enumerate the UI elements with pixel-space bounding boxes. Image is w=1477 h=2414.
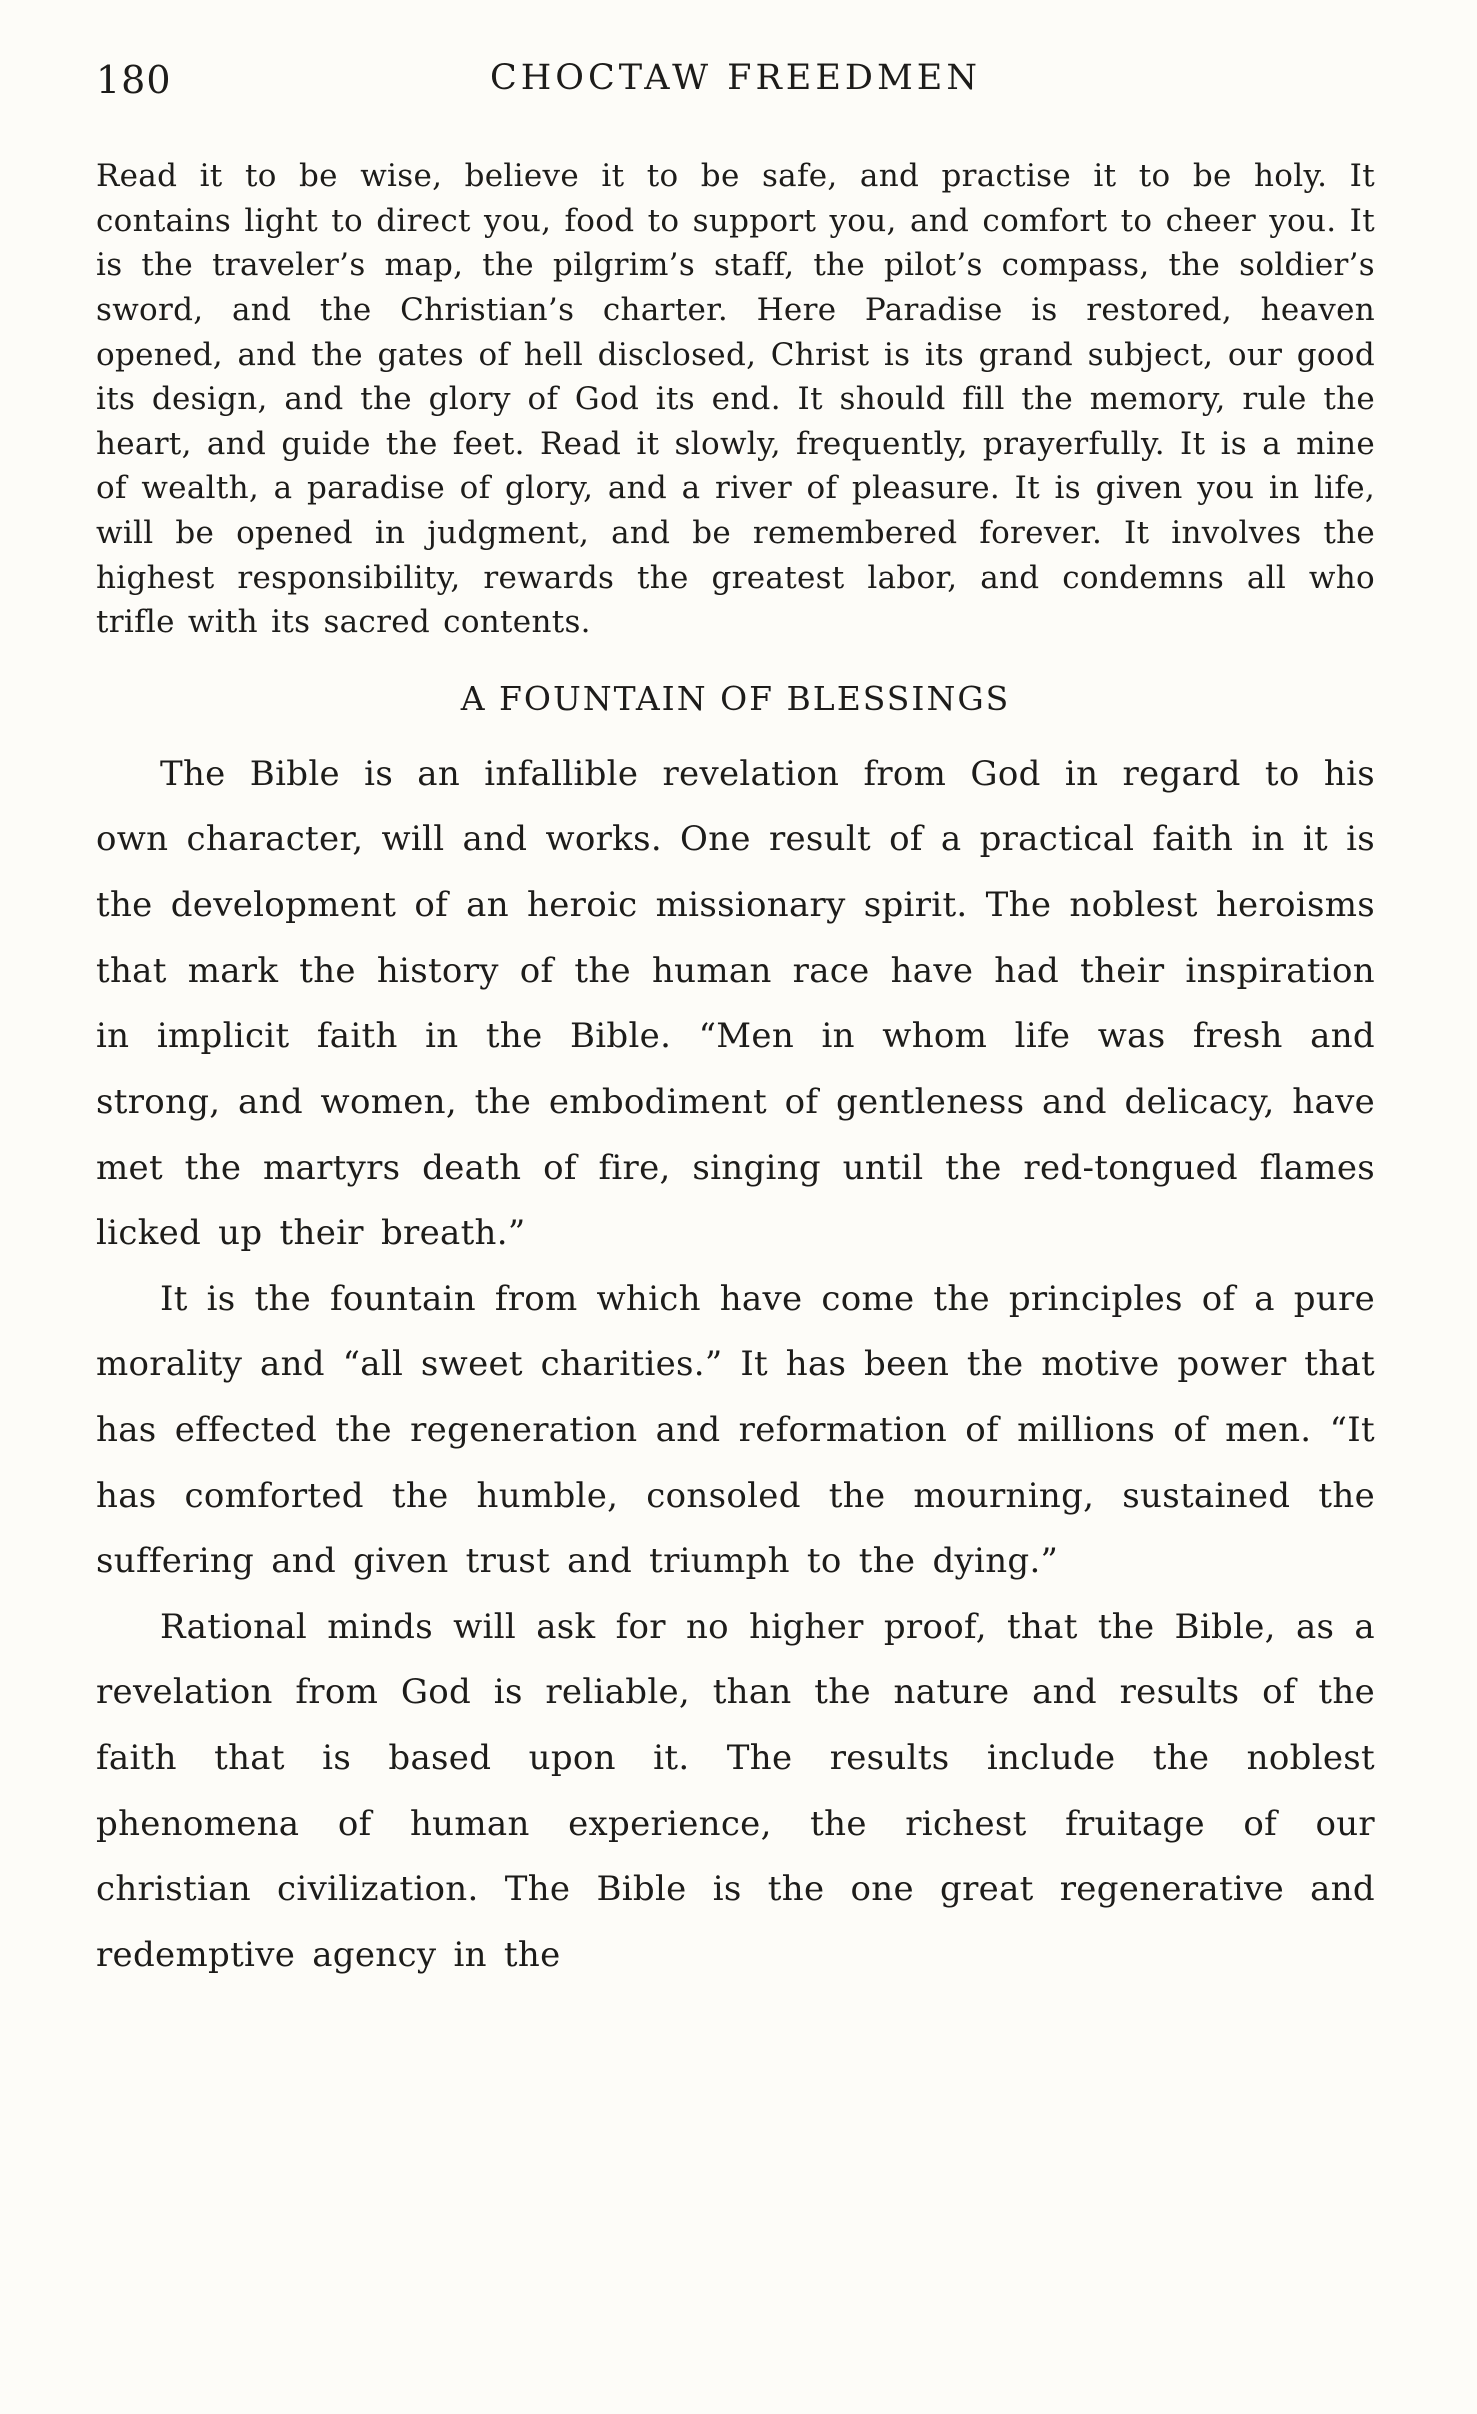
- intro-paragraph: Read it to be wise, believe it to be safe, and practise it to be holy. It contains light to direct you, food to support you, and comfort to cheer you. It is the traveler’s map, the pilgrim’s staff, the pilot’s compass, the soldier’s sword, and the Christian’s charter. Here Paradise is restored, heaven opened, and the gates of hell disclosed, Christ is its grand subject, our good its design, and the glory of God its end. It should fill the memory, rule the heart, and guide the feet. Read it slowly, frequently, prayerfully. It is a mine of wealth, a paradise of glory, and a river of pleasure. It is given you in life, will be opened in judgment, and be remembered forever. It involves the highest responsibility, rewards the greatest labor, and condemns all who trifle with its sacred contents.: [96, 158, 1375, 641]
- running-title: CHOCTAW FREEDMEN: [490, 58, 981, 98]
- paragraph-3: Rational minds will ask for no higher proof, that the Bible, as a revelation from God is reliable, than the nature and results of the faith that is based upon it. The results include the noblest phenomena of human experience, the richest fruitage of our christian civilization. The Bible is the one great regenerative and redemptive agency in the: [96, 1606, 1375, 1975]
- paragraph-2: It is the fountain from which have come the principles of a pure morality and “all sweet charities.” It has been the motive power that has effected the regeneration and reformation of millions of men. “It has comforted the humble, consoled the mourning, sustained the suffering and given trust and triumph to the dying.”: [96, 1278, 1375, 1582]
- page-header: [96, 58, 1375, 110]
- page-number: 180: [96, 58, 172, 102]
- paragraph-1: The Bible is an infallible revelation from God in regard to his own character, will and works. One result of a practical faith in it is the development of an heroic missionary spirit. The noblest heroisms that mark the history of the human race have had their inspiration in implicit faith in the Bible. “Men in whom life was fresh and strong, and women, the embodiment of gentleness and delicacy, have met the martyrs death of fire, singing until the red-tongued flames licked up their breath.”: [96, 753, 1375, 1254]
- section-heading: A FOUNTAIN OF BLESSINGS: [460, 678, 1011, 718]
